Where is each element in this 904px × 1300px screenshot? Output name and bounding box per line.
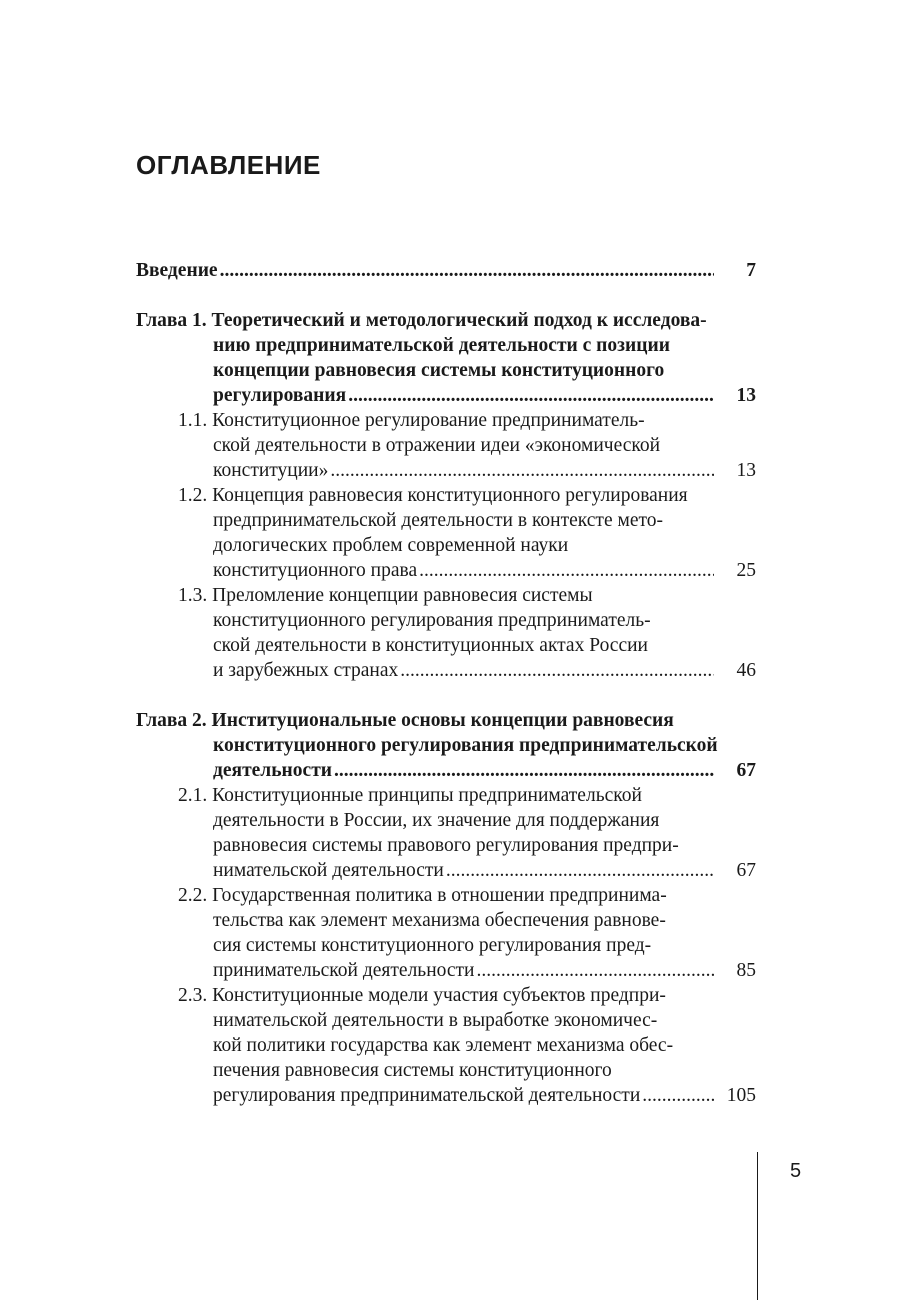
dot-leader bbox=[476, 958, 714, 983]
toc-entry-section-2-3[interactable] bbox=[136, 983, 756, 1108]
toc-entry-line: 1.3. Преломление концепции равновесия системы bbox=[178, 585, 593, 606]
toc-entry-title: деятельности bbox=[213, 760, 333, 781]
toc-entry-title: регулирования предпринимательской деятельности bbox=[213, 1085, 641, 1106]
toc-entry-section-2-1[interactable] bbox=[136, 783, 756, 883]
toc-page-number: 67 bbox=[736, 860, 756, 881]
toc-entry-line bbox=[136, 1083, 756, 1108]
toc-entry-section-1-3[interactable] bbox=[136, 583, 756, 683]
toc-entry-title: конституционного права bbox=[213, 560, 418, 581]
toc-entry-line bbox=[136, 383, 756, 408]
toc-entry-section-1-1[interactable] bbox=[136, 408, 756, 483]
toc-entry-line bbox=[136, 558, 756, 583]
toc-entry-line bbox=[136, 958, 756, 983]
dot-leader bbox=[419, 558, 714, 583]
toc-entry-line bbox=[136, 658, 756, 683]
toc-entry-chapter-2[interactable] bbox=[136, 708, 756, 783]
toc-entry-chapter-1[interactable] bbox=[136, 308, 756, 408]
toc-entry-line: конституционного регулирования предпринимательской bbox=[213, 735, 718, 756]
toc-entry-line: 2.2. Государственная политика в отношении предпринима- bbox=[178, 885, 667, 906]
toc-entry-title: Введение bbox=[136, 260, 218, 281]
toc-entry-line: ской деятельности в отражении идеи «экономической bbox=[213, 435, 661, 456]
dot-leader bbox=[446, 858, 714, 883]
toc-entry-intro[interactable] bbox=[136, 258, 756, 283]
toc-page-number: 85 bbox=[736, 960, 756, 981]
toc-entry-line: равновесия системы правового регулирования предпри- bbox=[213, 835, 679, 856]
toc-entry-title: и зарубежных странах bbox=[213, 660, 399, 681]
dot-leader bbox=[330, 458, 714, 483]
toc-entry-line: Глава 1. Теоретический и методологический подход к исследова- bbox=[136, 310, 707, 331]
toc-page-number: 13 bbox=[736, 385, 756, 406]
page-title: ОГЛАВЛЕНИЕ bbox=[136, 150, 321, 180]
toc-entry-section-1-2[interactable] bbox=[136, 483, 756, 583]
toc-entry-line: тельства как элемент механизма обеспечения равнове- bbox=[213, 910, 666, 931]
toc-entry-section-2-2[interactable] bbox=[136, 883, 756, 983]
toc-entry-line: нимательской деятельности в выработке экономичес- bbox=[213, 1010, 658, 1031]
toc-entry-line: нию предпринимательской деятельности с позиции bbox=[213, 335, 670, 356]
toc-entry-line: деятельности в России, их значение для поддержания bbox=[213, 810, 660, 831]
toc-entry-line: конституционного регулирования предприниматель- bbox=[213, 610, 651, 631]
toc-entry-line: 1.2. Концепция равновесия конституционного регулирования bbox=[178, 485, 688, 506]
toc-entry-line: 2.3. Конституционные модели участия субъектов предпри- bbox=[178, 985, 666, 1006]
toc-entry-line: дологических проблем современной науки bbox=[213, 535, 569, 556]
toc-entry-line: печения равновесия системы конституционного bbox=[213, 1060, 612, 1081]
toc-entry-line bbox=[136, 758, 756, 783]
toc-entry-line bbox=[136, 858, 756, 883]
toc-entry-line: концепции равновесия системы конституционного bbox=[213, 360, 665, 381]
toc-page-number: 25 bbox=[736, 560, 756, 581]
toc-entry-title: конституции» bbox=[213, 460, 329, 481]
dot-leader bbox=[400, 658, 714, 683]
toc-page-number: 67 bbox=[736, 760, 756, 781]
toc-entry-line: Глава 2. Институциональные основы концепции равновесия bbox=[136, 710, 674, 731]
dot-leader bbox=[220, 258, 714, 283]
toc-entry-line: предпринимательской деятельности в контексте мето- bbox=[213, 510, 663, 531]
toc-entry-line: кой политики государства как элемент механизма обес- bbox=[213, 1035, 674, 1056]
toc-entry-title: принимательской деятельности bbox=[213, 960, 475, 981]
toc-entry-line: 1.1. Конституционное регулирование предприниматель- bbox=[178, 410, 645, 431]
toc-entry-line bbox=[136, 458, 756, 483]
toc-page-number: 13 bbox=[736, 460, 756, 481]
toc-entry-line bbox=[136, 258, 756, 283]
toc-page-number: 46 bbox=[736, 660, 756, 681]
toc-entry-line: 2.1. Конституционные принципы предпринимательской bbox=[178, 785, 642, 806]
page-number: 5 bbox=[790, 1160, 802, 1182]
toc-page-number: 105 bbox=[726, 1085, 756, 1106]
toc-entry-line: сия системы конституционного регулирования пред- bbox=[213, 935, 652, 956]
dot-leader bbox=[348, 383, 714, 408]
dot-leader bbox=[642, 1083, 714, 1108]
margin-rule bbox=[757, 1152, 758, 1300]
toc-entry-line: ской деятельности в конституционных актах России bbox=[213, 635, 648, 656]
toc-page-number: 7 bbox=[746, 260, 756, 281]
toc-entry-title: нимательской деятельности bbox=[213, 860, 444, 881]
table-of-contents bbox=[136, 258, 756, 1108]
dot-leader bbox=[334, 758, 714, 783]
toc-entry-title: регулирования bbox=[213, 385, 347, 406]
